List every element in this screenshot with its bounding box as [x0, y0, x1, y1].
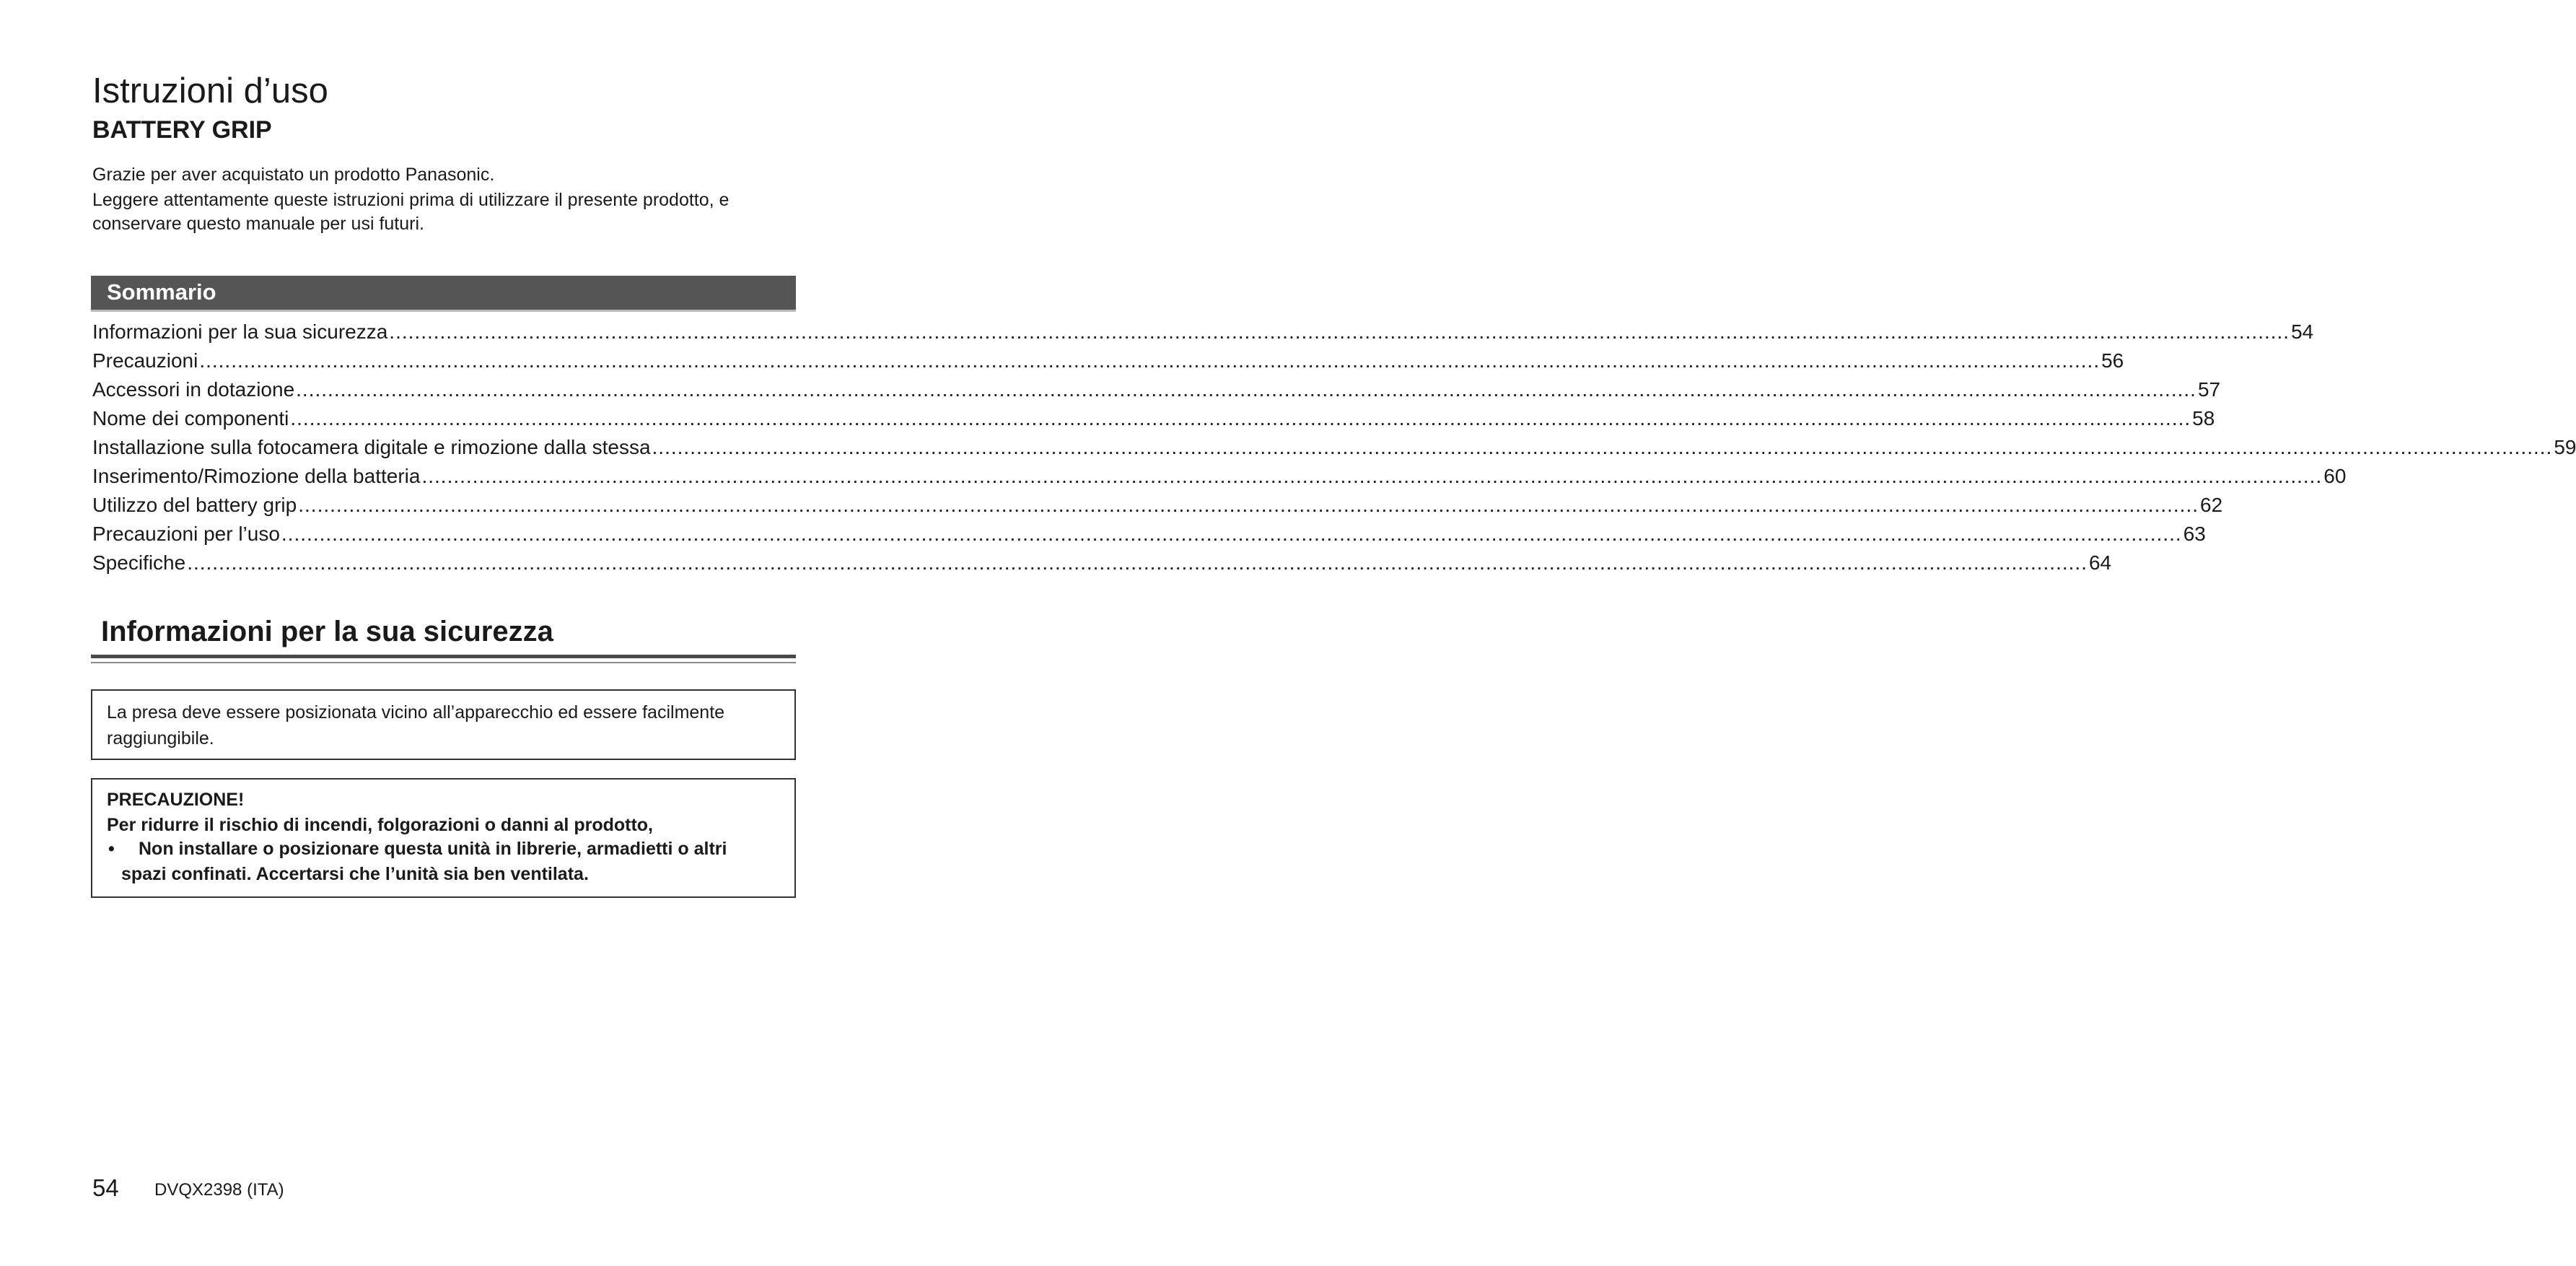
section-divider: [91, 655, 796, 658]
document-code: DVQX2398 (ITA): [154, 1180, 284, 1200]
toc-entry[interactable]: [92, 462, 2347, 491]
toc-entry-label: Nome dei componenti: [92, 407, 289, 429]
toc-entry[interactable]: [92, 520, 2206, 549]
toc-entry-page: 59: [2554, 436, 2576, 458]
toc-entry-page: 63: [2183, 523, 2206, 545]
toc-entry-page: 64: [2088, 551, 2112, 574]
section-divider-thin: [91, 662, 796, 663]
toc-entry-label: Precauzioni per l’uso: [92, 523, 280, 545]
warning-bullet-line2: spazi confinati. Accertarsi che l’unità sia ben ventilata.: [121, 864, 589, 884]
toc-entry-page: 56: [2101, 349, 2124, 372]
warning-intro: Per ridurre il rischio di incendi, folgorazioni o danni al prodotto,: [107, 815, 653, 835]
page-number: 54: [92, 1174, 119, 1201]
warning-title: PRECAUZIONE!: [107, 790, 245, 810]
toc-leader-dots: ............................................................................................................................................................................................................................................................................................................: [298, 494, 2199, 516]
toc-leader-dots: ............................................................................................................................................................................................................................................................................................................: [421, 465, 2323, 487]
table-of-contents: [92, 318, 2576, 577]
toc-entry-label: Informazioni per la sua sicurezza: [92, 320, 388, 343]
toc-entry-label: Accessori in dotazione: [92, 378, 295, 401]
toc-leader-dots: ............................................................................................................................................................................................................................................................................................................: [290, 407, 2191, 429]
summary-heading-bar: [91, 276, 796, 312]
toc-entry-page: 54: [2291, 320, 2314, 343]
intro-thanks: Grazie per aver acquistato un prodotto Panasonic.: [92, 165, 495, 185]
toc-entry[interactable]: [92, 433, 2576, 462]
toc-entry-label: Specifiche: [92, 551, 186, 574]
toc-entry-page: 58: [2192, 407, 2215, 429]
toc-leader-dots: ............................................................................................................................................................................................................................................................................................................: [389, 320, 2290, 343]
toc-entry[interactable]: [92, 491, 2223, 520]
toc-leader-dots: ............................................................................................................................................................................................................................................................................................................: [652, 436, 2553, 458]
toc-leader-dots: ............................................................................................................................................................................................................................................................................................................: [296, 378, 2196, 401]
toc-entry-label: Utilizzo del battery grip: [92, 494, 297, 516]
section-heading-safety: Informazioni per la sua sicurezza: [101, 616, 553, 647]
toc-entry[interactable]: [92, 549, 2112, 577]
notice-box: [91, 689, 796, 760]
toc-entry[interactable]: [92, 318, 2314, 346]
summary-heading: Sommario: [107, 279, 216, 305]
toc-entry-page: 57: [2197, 378, 2221, 401]
bullet-icon: •: [108, 839, 115, 859]
warning-bullet-line1: Non installare o posizionare questa unità in librerie, armadietti o altri: [139, 839, 727, 859]
toc-leader-dots: ............................................................................................................................................................................................................................................................................................................: [281, 523, 2182, 545]
toc-entry[interactable]: [92, 346, 2124, 375]
toc-leader-dots: ............................................................................................................................................................................................................................................................................................................: [199, 349, 2100, 372]
page-title: Istruzioni d’uso: [92, 71, 328, 110]
product-name: BATTERY GRIP: [92, 116, 272, 144]
toc-entry-label: Precauzioni: [92, 349, 198, 372]
toc-entry[interactable]: [92, 404, 2215, 433]
toc-entry-page: 62: [2200, 494, 2223, 516]
toc-entry-page: 60: [2323, 465, 2347, 487]
toc-leader-dots: ............................................................................................................................................................................................................................................................................................................: [187, 551, 2087, 574]
warning-box: [91, 778, 796, 898]
intro-instructions: Leggere attentamente queste istruzioni prima di utilizzare il presente prodotto, e conservare questo manuale per usi futuri.: [92, 190, 730, 234]
toc-entry-label: Inserimento/Rimozione della batteria: [92, 465, 421, 487]
toc-entry[interactable]: [92, 375, 2221, 404]
notice-text: La presa deve essere posizionata vicino all’apparecchio ed essere facilmente raggiungibile.: [107, 702, 725, 748]
intro-text: [92, 163, 799, 236]
toc-entry-label: Installazione sulla fotocamera digitale e rimozione dalla stessa: [92, 436, 651, 458]
